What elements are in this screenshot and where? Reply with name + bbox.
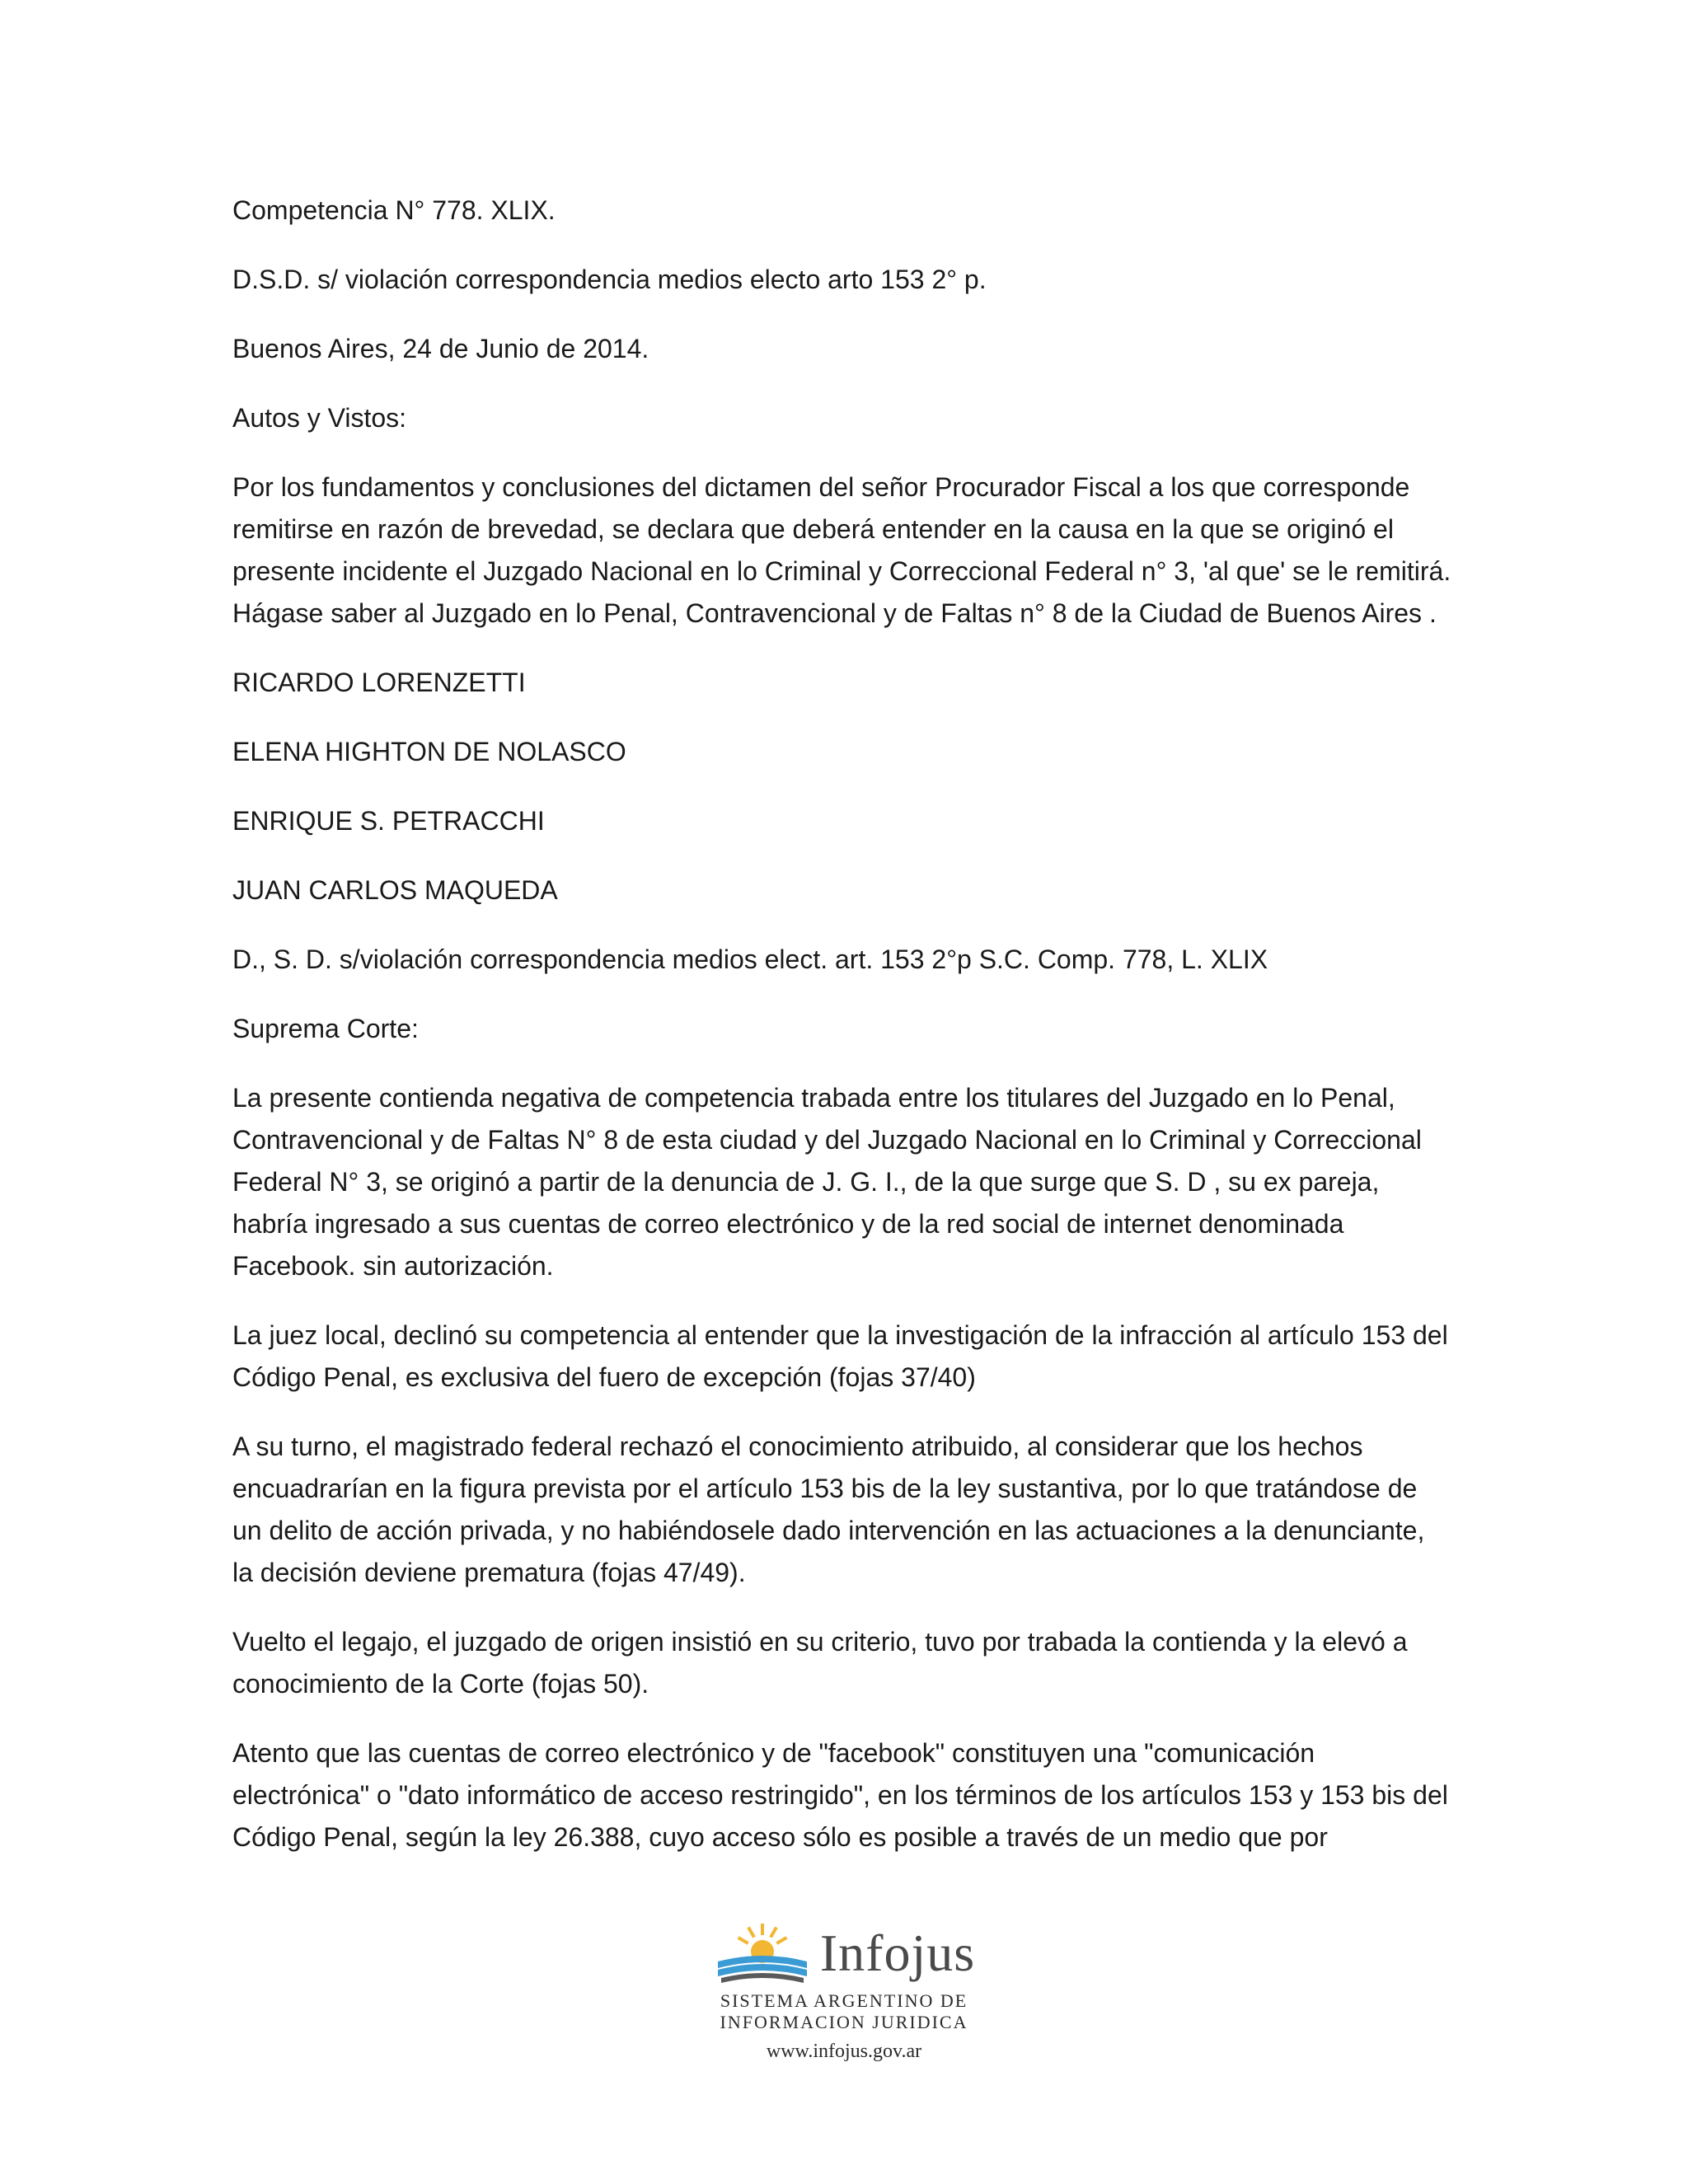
signatory-name: RICARDO LORENZETTI (232, 668, 526, 697)
body-paragraph: La juez local, declinó su competencia al entender que la investigación de la infracción al artículo 153 del Código Penal, es exclusiva del fuero de excepción (fojas 37/40) (232, 1320, 1448, 1392)
infojus-emblem-icon (713, 1920, 812, 1986)
signatory-name: JUAN CARLOS MAQUEDA (232, 875, 558, 905)
case-number: Competencia N° 778. XLIX. (232, 195, 556, 225)
heading-suprema-corte: Suprema Corte: (232, 1014, 419, 1043)
case-title: D.S.D. s/ violación correspondencia medios electo arto 153 2° p. (232, 265, 987, 294)
infojus-brand: Infojus (819, 1924, 976, 1982)
signatory-name: ENRIQUE S. PETRACCHI (232, 806, 545, 836)
body-paragraph: Atento que las cuentas de correo electrónico y de "facebook" constituyen una "comunicación electrónica" o "dato informático de acceso restringido", en los términos de los artículos 153 y 153 bis del Código Penal, según la ley 26.388, cuyo acceso sólo es posible a través de un medio que por (232, 1738, 1448, 1852)
document-body (232, 190, 1452, 1886)
ruling-paragraph: Por los fundamentos y conclusiones del dictamen del señor Procurador Fiscal a los que corresponde remitirse en razón de brevedad, se declara que deberá entender en la causa en la que se originó el presente incidente el Juzgado Nacional en lo Criminal y Correccional Federal n° 3, 'al que' se le remitirá. Hágase saber al Juzgado en lo Penal, Contravencional y de Faltas n° 8 de la Ciudad de Buenos Aires . (232, 472, 1451, 628)
footer-line-2: INFORMACION JURIDICA (720, 2012, 968, 2032)
logo-row (713, 1920, 975, 1986)
body-paragraph: Vuelto el legajo, el juzgado de origen insistió en su criterio, tuvo por trabada la contienda y la elevó a conocimiento de la Corte (fojas 50). (232, 1627, 1408, 1699)
footer-line-1: SISTEMA ARGENTINO DE (720, 1990, 968, 2011)
heading-autos-vistos: Autos y Vistos: (232, 403, 407, 433)
body-paragraph: La presente contienda negativa de competencia trabada entre los titulares del Juzgado en lo Penal, Contravencional y de Faltas N° 8 de esta ciudad y del Juzgado Nacional en lo Criminal y Correccional Federal N° 3, se originó a partir de la denuncia de J. G. I., de la que surge que S. D , su ex pareja, habría ingresado a sus cuentas de correo electrónico y de la red social de internet denominada Facebook. sin autorización. (232, 1083, 1422, 1281)
date-line: Buenos Aires, 24 de Junio de 2014. (232, 334, 649, 363)
footer-logo (0, 1920, 1688, 2066)
body-paragraph: A su turno, el magistrado federal rechazó el conocimiento atribuido, al considerar que los hechos encuadrarían en la figura prevista por el artículo 153 bis de la ley sustantiva, por lo que tratándose de un delito de acción privada, y no habiéndosele dado intervención en las actuaciones a la denunciante, la decisión deviene prematura (fojas 47/49). (232, 1432, 1425, 1587)
case-reference: D., S. D. s/violación correspondencia medios elect. art. 153 2°p S.C. Comp. 778, L. XLIX (232, 944, 1268, 974)
footer-url: www.infojus.gov.ar (766, 2041, 922, 2062)
signatory-name: ELENA HIGHTON DE NOLASCO (232, 737, 626, 766)
